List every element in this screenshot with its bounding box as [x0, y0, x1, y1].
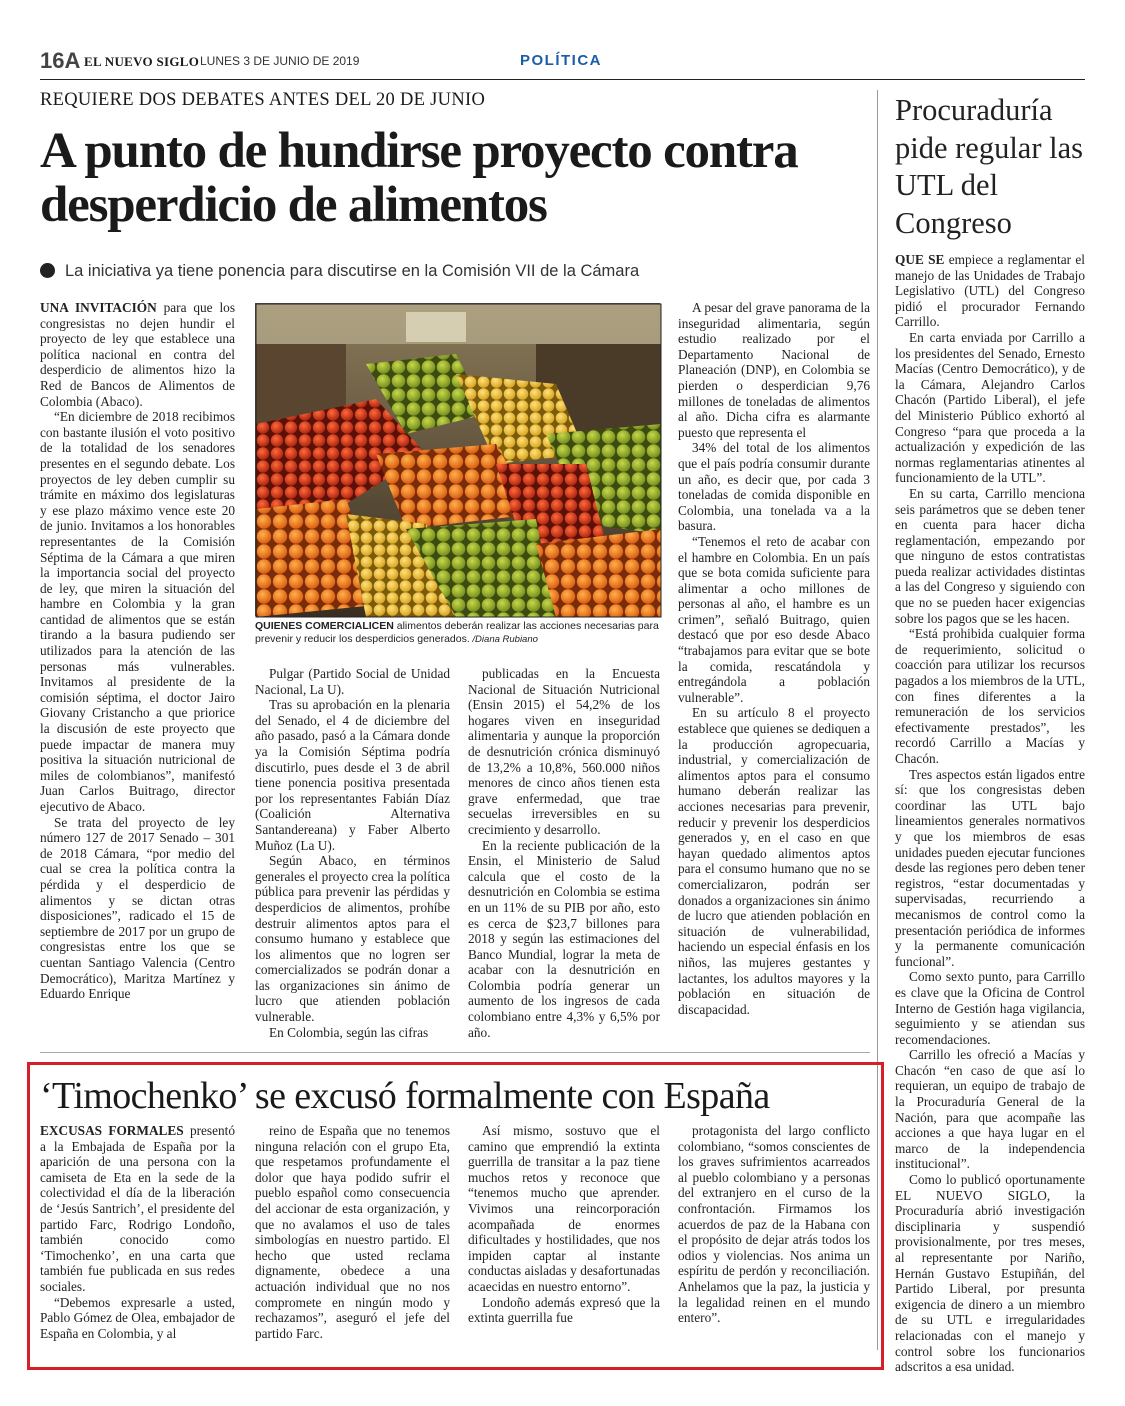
photo-credit: /Diana Rubiano	[469, 634, 538, 645]
article-paragraph	[40, 1123, 235, 1295]
photo-caption	[255, 620, 660, 646]
masthead: EL NUEVO SIGLO	[84, 54, 200, 69]
paragraph-text: Pulgar (Partido Social de Unidad Nacional, La U).	[255, 666, 450, 697]
article-kicker: REQUIERE DOS DEBATES ANTES DEL 20 DE JUNIO	[40, 90, 486, 110]
paragraph-text: Se trata del proyecto de ley número 127 de 2017 Senado – 301 de 2018 Cámara, “por medio del cual se crea la política contra la pérdida y el desperdicio de alimentos y se dictan otras disposiciones”, radicado el 15 de septiembre de 2017 por un grupo de congresistas entre los que se cuentan Santiago Valencia (Centro Democrático), Maritza Martínez y Eduardo Enrique	[40, 814, 235, 1002]
paragraph-text: Londoño además expresó que la extinta guerrilla fue	[468, 1294, 660, 1326]
sidebar-column	[895, 252, 1085, 1375]
box-headline: ‘Timochenko’ se excusó formalmente con España	[40, 1075, 770, 1117]
paragraph-text: Según Abaco, en términos generales el proyecto crea la política pública para prevenir las pérdidas y desperdicios de alimentos, prohíbe destruir alimentos aptos para el consumo humano y establece que los alimentos que no logren ser comercializados se podrán donar a las organizaciones sin ánimo de lucro que atienden población vulnerable.	[255, 853, 450, 1025]
article-paragraph	[895, 330, 1085, 486]
main-column-3	[468, 666, 660, 1046]
article-paragraph	[895, 1047, 1085, 1172]
article-paragraph	[678, 440, 870, 534]
paragraph-text: En su carta, Carrillo menciona seis parámetros que se deben tener en cuenta para hacer dicha reglamentación, empezando por que ninguno de estos contratistas pueda realizar actividades distintas a las del Congreso y siguiendo con que no se pueden hacer exigencias sobre los pagos que se les hacen.	[895, 485, 1085, 626]
article-paragraph	[40, 1295, 235, 1342]
section-divider	[40, 1052, 870, 1053]
paragraph-text: “Está prohibida cualquier forma de requerimiento, solicitud o coacción para utilizar los recursos pagados a los miembros de la UTL, con fines diferentes a la remuneración de los servicios efectivamente prestados”, les recordó Carrillo a Macías y Chacón.	[895, 626, 1085, 766]
article-paragraph	[255, 1025, 450, 1041]
paragraph-text: 34% del total de los alimentos que el país podría consumir durante un año, es decir que, por cada 3 toneladas de comida disponible en Colombia, una tonelada va a la basura.	[678, 440, 870, 534]
article-paragraph	[895, 626, 1085, 766]
article-paragraph	[468, 1295, 660, 1326]
paragraph-lead: EXCUSAS FORMALES	[40, 1123, 184, 1138]
paragraph-text: Como sexto punto, para Carrillo es clave que la Oficina de Control Interno de Gestión haga vigilancia, seguimiento y se atiendan sus recomendaciones.	[895, 969, 1085, 1047]
paragraph-text: En su artículo 8 el proyecto establece que quienes se dediquen a la producción agropecuaria, industrial, y comercialización de alimentos aptos para el consumo humano deberán realizar las acciones necesarias para prevenir, reducir y prevenir los desperdicios generados y, en el caso en que hayan quedado alimentos aptos para el consumo humano que no se comercializaron, podrán ser donados a organizaciones sin ánimo de lucro que atienden población en situación de vulnerabilidad, haciendo un especial énfasis en los niños, las mujeres gestantes y lactantes, los adultos mayores y la población en situación de discapacidad.	[678, 705, 870, 1017]
box-column-4	[678, 1123, 870, 1358]
paragraph-text: En Colombia, según las cifras	[269, 1024, 429, 1040]
article-paragraph	[895, 969, 1085, 1047]
bullet-dot-icon	[40, 263, 55, 278]
article-paragraph	[895, 1172, 1085, 1375]
sidebar-headline: Procuraduría pide regular las UTL del Congreso	[895, 93, 1084, 240]
box-column-1	[40, 1123, 235, 1358]
article-paragraph	[468, 1123, 660, 1295]
article-paragraph	[40, 409, 235, 814]
page-header	[40, 46, 1085, 80]
paragraph-text: Tras su aprobación en la plenaria del Senado, el 4 de diciembre del año pasado, pasó a la Cámara donde ya la Comisión Séptima podría discutirlo, pues desde el 3 de abril tiene ponencia positiva presentada por los representantes Fabián Díaz (Coalición Alternativa Santandereana) y Faber Alberto Muñoz (La U).	[255, 697, 450, 853]
article-paragraph	[895, 486, 1085, 626]
paragraph-text: “En diciembre de 2018 recibimos con bastante ilusión el voto positivo de la totalidad de los senadores presentes en el segundo debate. Los proyectos de ley deben cumplir su trámite en máximo dos legislaturas y ese plazo máximo vence este 20 de junio. Invitamos a los honorables representantes de la Comisión Séptima de la Cámara a que miren la importancia social del proyecto de ley, que miren la situación del hambre en Colombia y la gran cantidad de alimentos que se están tirando a la basura pudiendo ser utilizados para la atención de las personas más vulnerables. Invitamos al presidente de la comisión séptima, el doctor Jairo Giovany Cristancho a que priorice la discusión de este proyecto que puede impactar de manera muy positiva la situación nutricional de miles de colombianos”, manifestó Juan Carlos Buitrago, director ejecutivo de Abaco.	[40, 409, 235, 814]
paragraph-text: presentó a la Embajada de España por la aparición de una persona con la camiseta de Eta en la sede de la colectividad el día de la liberación de ‘Jesús Santrich’, el presidente del partido Farc, Rodrigo Londoño, también conocido como ‘Timochenko’, en una carta que también fue publicada en sus redes sociales.	[40, 1123, 235, 1294]
main-column-4	[678, 300, 870, 1045]
paragraph-text: protagonista del largo conflicto colombiano, “somos conscientes de los graves sufrimientos acarreados al pueblo colombiano y a personas del extranjero en el curso de la confrontación. Firmamos los acuerdos de paz de la Habana con el propósito de dejar atrás todos los odios y violencias. Nos anima un espíritu de perdón y reconciliación. Anhelamos que la paz, la justicia y la legalidad reinen en el mundo entero”.	[678, 1123, 870, 1326]
paragraph-text: Carrillo les ofreció a Macías y Chacón “en caso de que así lo requieran, un equipo de trabajo de la Procuraduría General de la Nación, para que acompañe las acciones a que haya lugar en el marco de la independencia institucional”.	[895, 1047, 1085, 1172]
article-paragraph	[255, 697, 450, 853]
paragraph-lead: QUE SE	[895, 252, 945, 267]
issue-date: LUNES 3 DE JUNIO DE 2019	[200, 54, 360, 68]
article-paragraph	[255, 666, 450, 697]
main-column-1	[40, 300, 235, 1045]
paragraph-text: Tres aspectos están ligados entre sí: que los congresistas deben coordinar las UTL bajo lineamientos generales normativos y que los miembros de esas unidades pueden ejecutar funciones desde las regiones pero deben tener registros, “estar documentadas y supervisadas, recurriendo a mecanismos de control como la presentación periódica de informes y la permanente comunicación funcional”.	[895, 766, 1085, 969]
paragraph-text: “Debemos expresarle a usted, Pablo Gómez de Olea, embajador de España en Colombia, y al	[40, 1294, 235, 1341]
section-label: POLÍTICA	[520, 52, 602, 69]
paragraph-text: para que los congresistas no dejen hundir el proyecto de ley que establece una política nacional en contra del desperdicio de alimentos hizo la Red de Bancos de Alimentos de Colombia (Abaco).	[40, 300, 235, 409]
article-paragraph	[895, 767, 1085, 970]
paragraph-text: reino de España que no tenemos ninguna relación con el grupo Eta, que respetamos profundamente el dolor que haya podido sufrir el pueblo español como consecuencia del accionar de esta organización, y que no avalamos el uso de tales simbologías en nuestro partido. El hecho que usted reclama dignamente, obedece a una actuación individual que no nos compromete en ningún modo y rechazamos”, aseguró el jefe del partido Farc.	[255, 1123, 450, 1341]
article-paragraph	[40, 815, 235, 1002]
paragraph-text: En la reciente publicación de la Ensin, el Ministerio de Salud calcula que el costo de la desnutrición en Colombia se estima en un 11% de su PIB por año, esto es cerca de $23,7 billones para 2018 y según las estimaciones del Banco Mundial, lograr la meta de acabar con la desnutrición en Colombia podría generar un aumento de los ingresos de cada colombiano entre 4,3% y 6,5% por año.	[468, 837, 660, 1040]
paragraph-text: Como lo publicó oportunamente EL NUEVO SIGLO, la Procuraduría abrió investigación disciplinaria y suspendió provisionalmente, por tres meses, al representante por Nariño, Hernán Gustavo Estupiñán, del Partido Liberal, por presunta exigencia de dinero a un miembro de su UTL e irregularidades relacionadas con el manejo y control sobre los funcionarios adscritos a esa unidad.	[895, 1172, 1085, 1375]
article-headline: A punto de hundirse proyecto contra desperdicio de alimentos	[40, 123, 798, 233]
article-paragraph	[468, 666, 660, 838]
caption-lead: QUIENES COMERCIALICEN	[255, 620, 394, 632]
article-paragraph	[468, 838, 660, 1041]
paragraph-text: Así mismo, sostuvo que el camino que emprendió la extinta guerrilla de transitar a la paz tiene muchos retos y reconoce que “tenemos mucho que aprender. Vivimos una reincorporación acompañada de enormes dificultades y hostilidades, que nos impiden captar al instante conductas aisladas y desafortunadas acaecidas en nuestro entorno”.	[468, 1123, 660, 1294]
article-paragraph	[678, 705, 870, 1017]
paragraph-lead: UNA INVITACIÓN	[40, 300, 157, 315]
caption-text: alimentos deberán realizar las acciones necesarias para prevenir y reducir los desperdicios generados.	[255, 620, 659, 645]
page-number: 16A	[40, 48, 81, 73]
article-dek	[40, 262, 860, 281]
article-paragraph	[678, 1123, 870, 1326]
article-paragraph	[255, 1123, 450, 1341]
paragraph-text: empiece a reglamentar el manejo de las Unidades de Trabajo Legislativo (UTL) del Congreso pidió el procurador Fernando Carrillo.	[895, 252, 1085, 330]
market-fruit-photo	[255, 303, 660, 616]
paragraph-text: “Tenemos el reto de acabar con el hambre en Colombia. En un país que se bota comida suficiente para alimentar a ocho millones de personas al año, el hambre es un crimen”, señaló Buitrago, quien destacó que por eso desde Abaco “trabajamos para evitar que se bote la comida, rescatándola y entregándola a población vulnerable”.	[678, 533, 870, 705]
paragraph-text: publicadas en la Encuesta Nacional de Situación Nutricional (Ensin 2015) el 54,2% de los hogares viven en inseguridad alimentaria y aunque la proporción de desnutrición crónica disminuyó de 13,2% a 10,8%, 560.000 niños menores de cinco años tienen esta grave enfermedad, que trae secuelas irreversibles en su crecimiento y desarrollo.	[468, 666, 660, 837]
paragraph-text: A pesar del grave panorama de la inseguridad alimentaria, según estudio realizado por el Departamento Nacional de Planeación (DNP), en Colombia se pierden o desperdician 9,76 millones de toneladas de alimentos al año. Dicha cifra es alarmante puesto que representa el	[678, 300, 870, 440]
article-paragraph	[255, 853, 450, 1025]
main-column-2	[255, 666, 450, 1046]
article-paragraph	[678, 534, 870, 706]
article-dek-text: La iniciativa ya tiene ponencia para discutirse en la Comisión VII de la Cámara	[65, 262, 640, 280]
article-paragraph	[40, 300, 235, 409]
article-paragraph	[895, 252, 1085, 330]
box-column-3	[468, 1123, 660, 1358]
box-column-2	[255, 1123, 450, 1358]
article-paragraph	[678, 300, 870, 440]
paragraph-text: En carta enviada por Carrillo a los presidentes del Senado, Ernesto Macías (Centro Democrático), y de la Cámara, Alejandro Carlos Chacón (Partido Liberal), el jefe del Ministerio Público exhortó al Congreso “para que proceda a la actualización y expedición de las normas reglamentarias atinentes al funcionamiento de la UTL”.	[895, 329, 1085, 486]
